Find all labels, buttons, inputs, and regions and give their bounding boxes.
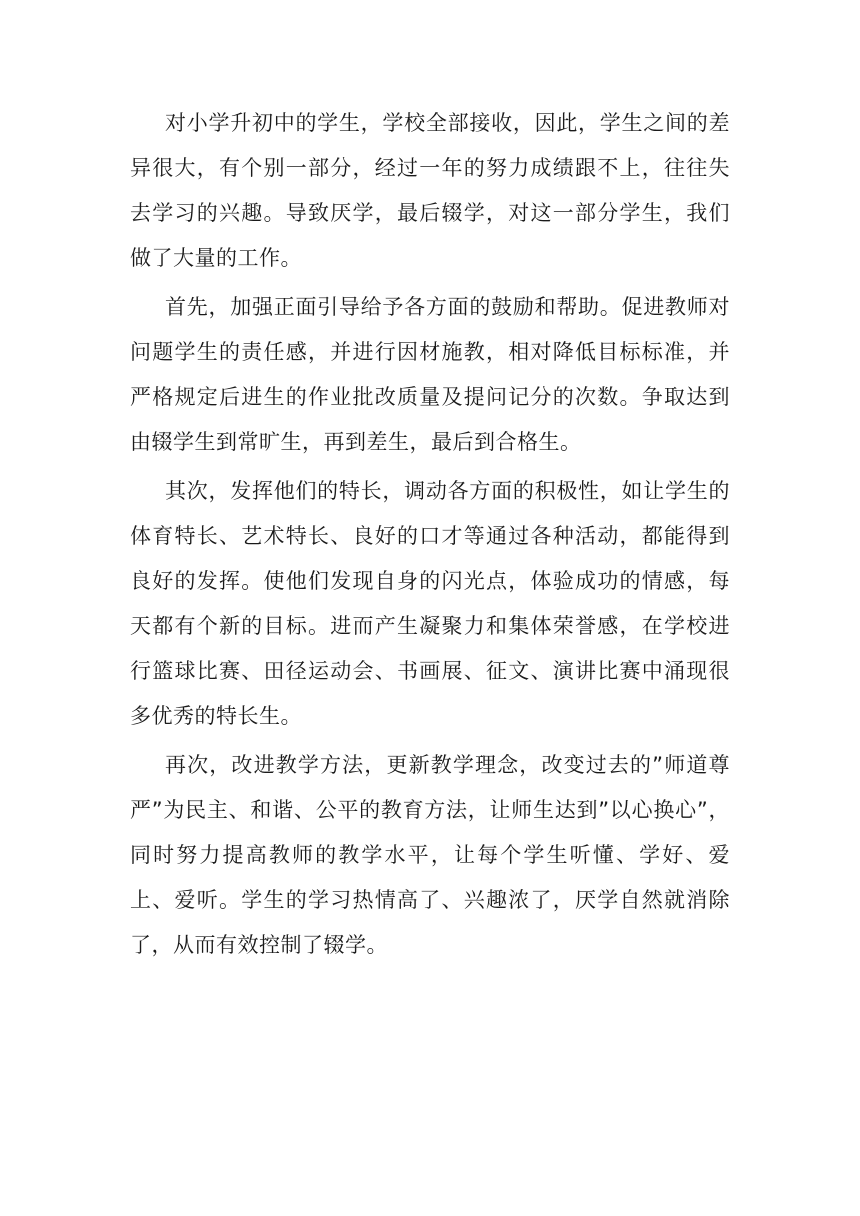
paragraph-second-measure: 其次，发挥他们的特长，调动各方面的积极性，如让学生的体育特长、艺术特长、良好的口才等通过各种活动，都能得到良好的发挥。使他们发现自身的闪光点，体验成功的情感，每天都有个新的目标。进而产生凝聚力和集体荣誉感，在学校进行篮球比赛、田径运动会、书画展、征文、演讲比赛中涌现很多优秀的特长生。 (130, 479, 730, 728)
paragraph-third-measure: 再次，改进教学方法，更新教学理念，改变过去的”师道尊严”为民主、和谐、公平的教育方法，让师生达到”以心换心”，同时努力提高教师的教学水平，让每个学生听懂、学好、爱上、爱听。学生的学习热情高了、兴趣浓了，厌学自然就消除了，从而有效控制了辍学。 (130, 753, 730, 957)
paragraph-first-measure: 首先，加强正面引导给予各方面的鼓励和帮助。促进教师对问题学生的责任感，并进行因材施教，相对降低目标标准，并严格规定后进生的作业批改质量及提问记分的次数。争取达到由辍学生到常旷生，再到差生，最后到合格生。 (130, 295, 730, 454)
paragraph-intro: 对小学升初中的学生，学校全部接收，因此，学生之间的差异很大，有个别一部分，经过一年的努力成绩跟不上，往往失去学习的兴趣。导致厌学，最后辍学，对这一部分学生，我们做了大量的工作。 (130, 111, 730, 270)
document-body (130, 101, 730, 968)
